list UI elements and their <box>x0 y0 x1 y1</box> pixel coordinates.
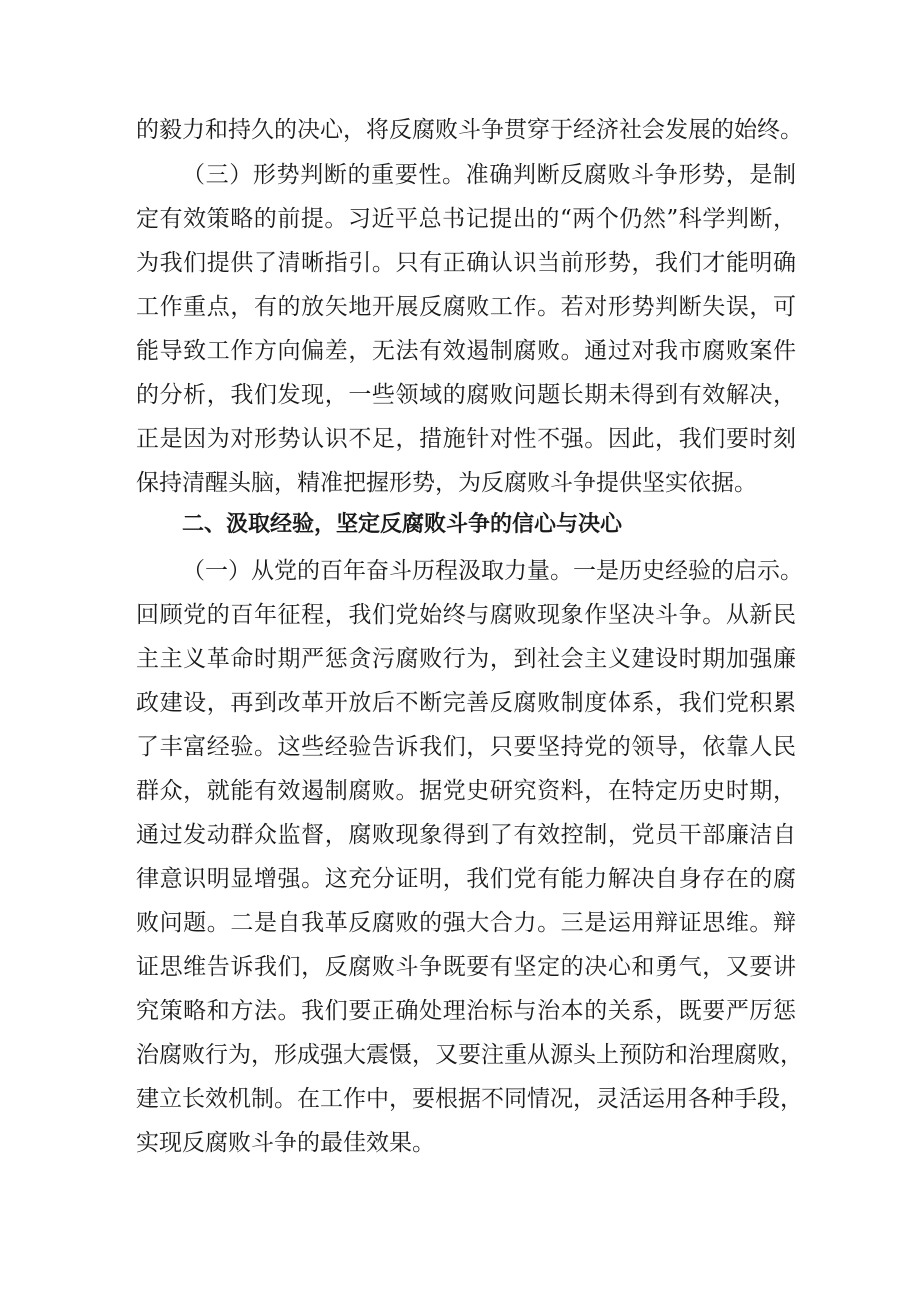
paragraph-line: 证思维告诉我们，反腐败斗争既要有坚定的决心和勇气，又要讲 <box>136 954 796 980</box>
paragraph-line: 政建设，再到改革开放后不断完善反腐败制度体系，我们党积累 <box>136 690 796 716</box>
paragraph-line: 群众，就能有效遏制腐败。据党史研究资料，在特定历史时期， <box>136 778 796 804</box>
paragraph-line: 主主义革命时期严惩贪污腐败行为，到社会主义建设时期加强廉 <box>136 646 796 672</box>
paragraph-line: 保持清醒头脑，精准把握形势，为反腐败斗争提供坚实依据。 <box>136 470 757 496</box>
paragraph-line: 败问题。二是自我革反腐败的强大合力。三是运用辩证思维。辩 <box>136 910 796 936</box>
paragraph-line: 回顾党的百年征程，我们党始终与腐败现象作坚决斗争。从新民 <box>136 602 796 628</box>
paragraph-line: 的分析，我们发现，一些领域的腐败问题长期未得到有效解决， <box>136 382 796 408</box>
paragraph-line: 建立长效机制。在工作中，要根据不同情况，灵活运用各种手段， <box>136 1086 803 1112</box>
paragraph-line: 律意识明显增强。这充分证明，我们党有能力解决自身存在的腐 <box>136 866 796 892</box>
section-heading: 二、汲取经验，坚定反腐败斗争的信心与决心 <box>182 512 623 537</box>
paragraph-line: 治腐败行为，形成强大震慑，又要注重从源头上预防和治理腐败， <box>136 1042 803 1068</box>
paragraph-continuation-line: 的毅力和持久的决心，将反腐败斗争贯穿于经济社会发展的始终。 <box>136 117 803 143</box>
paragraph-line: 通过发动群众监督，腐败现象得到了有效控制，党员干部廉洁自 <box>136 822 796 848</box>
paragraph-line: （一）从党的百年奋斗历程汲取力量。一是历史经验的启示。 <box>182 558 803 584</box>
paragraph-line: 定有效策略的前提。习近平总书记提出的“两个仍然”科学判断， <box>136 206 796 232</box>
paragraph-line: 能导致工作方向偏差，无法有效遏制腐败。通过对我市腐败案件 <box>136 338 796 364</box>
paragraph-line: 究策略和方法。我们要正确处理治标与治本的关系，既要严厉惩 <box>136 998 796 1024</box>
paragraph-line: 正是因为对形势认识不足，措施针对性不强。因此，我们要时刻 <box>136 426 796 452</box>
paragraph-line: 为我们提供了清晰指引。只有正确认识当前形势，我们才能明确 <box>136 250 796 276</box>
paragraph-line: 了丰富经验。这些经验告诉我们，只要坚持党的领导，依靠人民 <box>136 734 796 760</box>
paragraph-line: （三）形势判断的重要性。准确判断反腐败斗争形势，是制 <box>182 162 796 188</box>
paragraph-line: 实现反腐败斗争的最佳效果。 <box>136 1130 435 1156</box>
paragraph-line: 工作重点，有的放矢地开展反腐败工作。若对形势判断失误，可 <box>136 294 796 320</box>
